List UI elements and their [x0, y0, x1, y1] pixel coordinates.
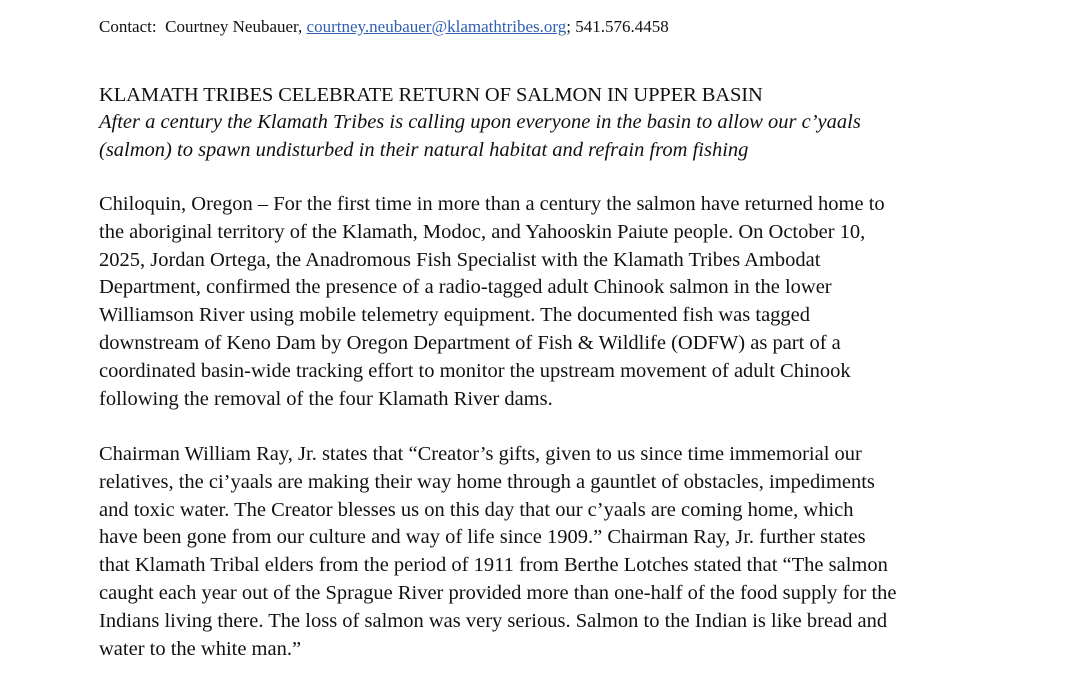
paragraph-line: Chiloquin, Oregon – For the first time in more than a century the salmon have returned home to	[99, 193, 885, 215]
paragraph-line: the aboriginal territory of the Klamath, Modoc, and Yahooskin Paiute people. On October 10,	[99, 220, 866, 243]
paragraph-line: have been gone from our culture and way of life since 1909.” Chairman Ray, Jr. further states	[99, 526, 866, 549]
paragraph-line: downstream of Keno Dam by Oregon Department of Fish & Wildlife (ODFW) as part of a	[99, 331, 841, 354]
paragraph-line: coordinated basin-wide tracking effort to monitor the upstream movement of adult Chinook	[99, 359, 851, 382]
contact-name: Courtney Neubauer,	[165, 17, 303, 36]
subhead-line: After a century the Klamath Tribes is calling upon everyone in the basin to allow our c’yaals	[99, 111, 861, 133]
press-release-headline: KLAMATH TRIBES CELEBRATE RETURN OF SALMON IN UPPER BASIN	[99, 84, 763, 106]
press-release-subhead	[99, 109, 999, 164]
subhead-line: (salmon) to spawn undisturbed in their natural habitat and refrain from fishing	[99, 138, 749, 161]
paragraph-line: 2025, Jordan Ortega, the Anadromous Fish Specialist with the Klamath Tribes Ambodat	[99, 248, 821, 271]
paragraph-chairman-quote	[99, 441, 999, 663]
contact-line	[99, 16, 669, 38]
paragraph-line: relatives, the ci’yaals are making their way home through a gauntlet of obstacles, impediments	[99, 470, 875, 493]
contact-separator: ;	[566, 17, 571, 36]
paragraph-line: water to the white man.”	[99, 637, 302, 660]
paragraph-line: following the removal of the four Klamath River dams.	[99, 387, 553, 410]
contact-label: Contact:	[99, 17, 157, 36]
paragraph-line: Williamson River using mobile telemetry equipment. The documented fish was tagged	[99, 304, 811, 327]
paragraph-line: that Klamath Tribal elders from the period of 1911 from Berthe Lotches stated that “The salmon	[99, 554, 888, 577]
paragraph-line: Chairman William Ray, Jr. states that “Creator’s gifts, given to us since time immemorial our	[99, 443, 862, 465]
paragraph-line: and toxic water. The Creator blesses us on this day that our c’yaals are coming home, which	[99, 498, 854, 521]
paragraph-line: Department, confirmed the presence of a radio-tagged adult Chinook salmon in the lower	[99, 276, 832, 299]
paragraph-line: Indians living there. The loss of salmon was very serious. Salmon to the Indian is like bread and	[99, 609, 888, 632]
paragraph-announcement	[99, 191, 999, 413]
contact-email-link[interactable]: courtney.neubauer@klamathtribes.org	[306, 17, 567, 36]
contact-phone: 541.576.4458	[575, 17, 669, 36]
paragraph-line: caught each year out of the Sprague River provided more than one-half of the food supply for the	[99, 581, 897, 604]
